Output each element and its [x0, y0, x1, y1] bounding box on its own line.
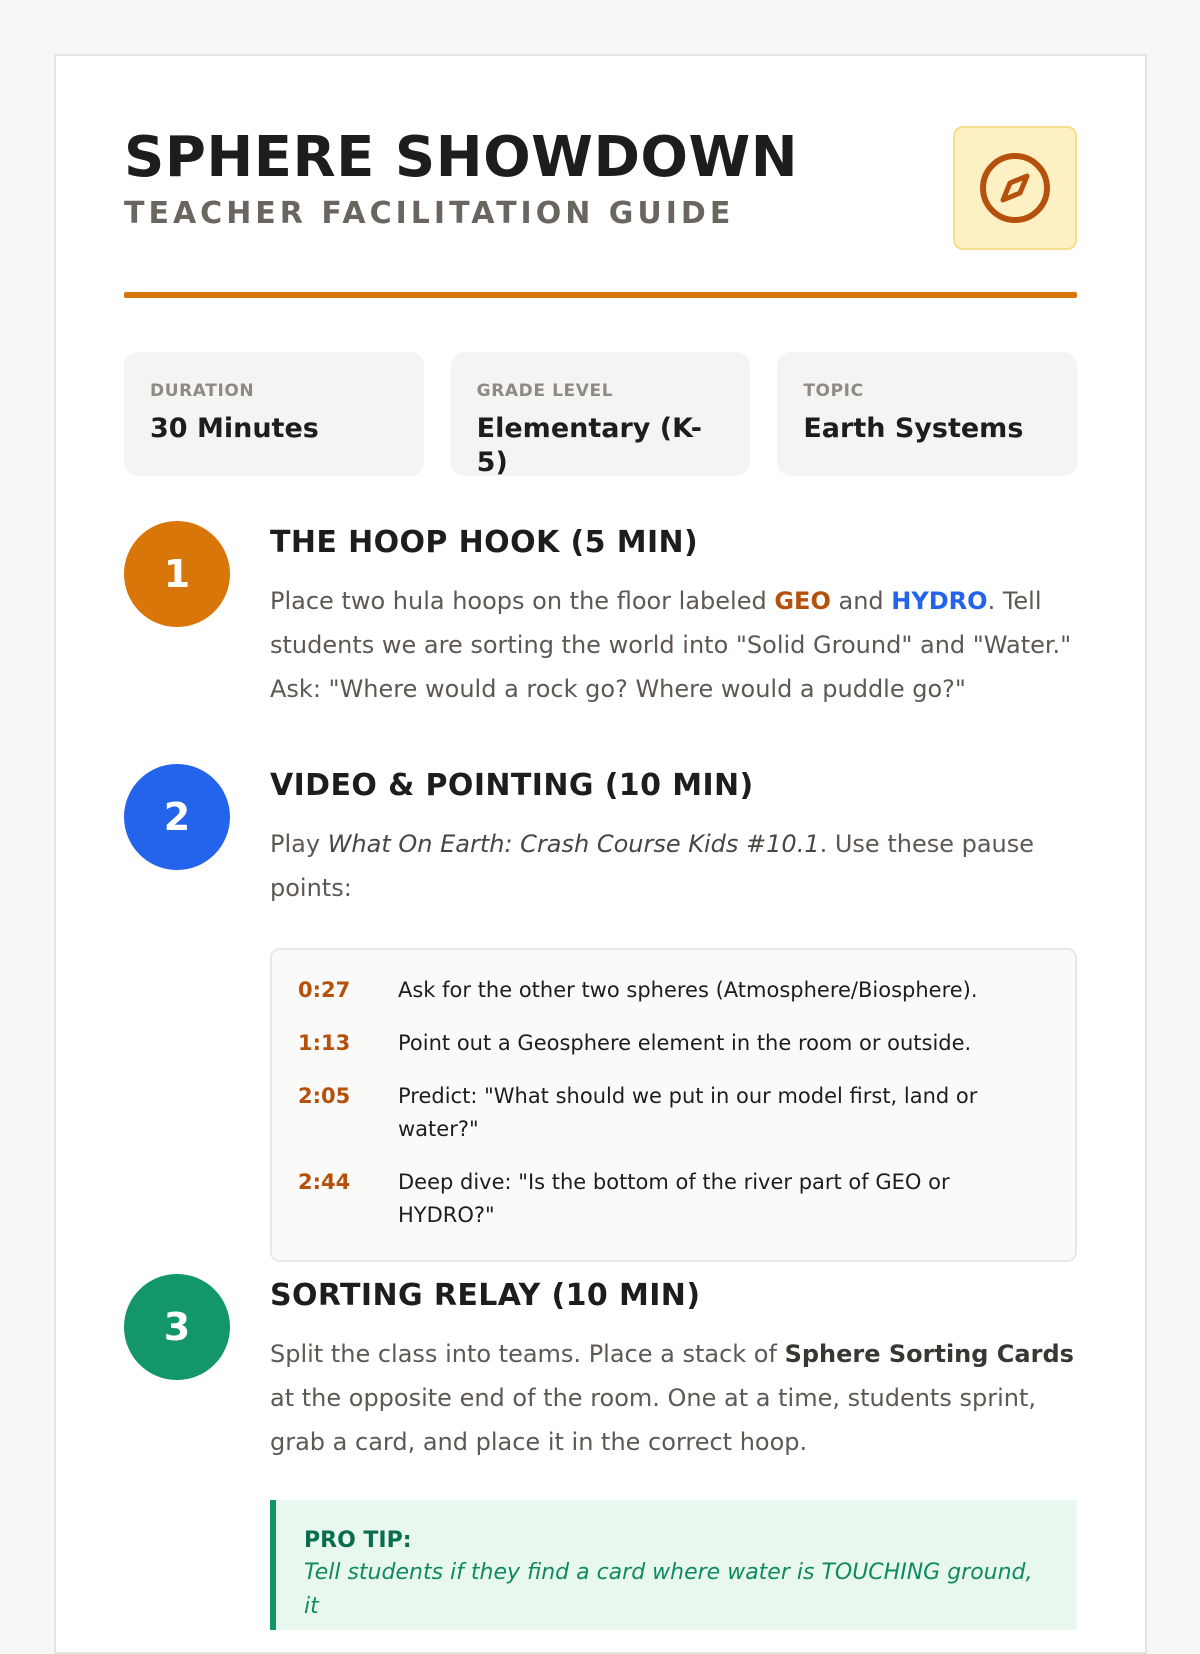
info-card-topic: [777, 352, 1077, 476]
text-segment: and: [830, 587, 892, 615]
card-label: GRADE LEVEL: [476, 381, 614, 401]
text-segment: . Tell students we are sorting the world into "Solid Ground" and "Water." Ask: "Where would a rock go? Where would a puddle go?": [270, 587, 1072, 703]
keyword-hydro: HYDRO: [891, 587, 988, 615]
step-text: [270, 1332, 1077, 1464]
compass-icon: [977, 150, 1053, 226]
pro-tip-callout: [270, 1500, 1077, 1630]
text-segment: Place two hula hoops on the floor labeled: [270, 587, 775, 615]
pause-point-row: [298, 1166, 1049, 1232]
card-value: 30 Minutes: [150, 413, 319, 444]
pause-text: Predict: "What should we put in our model first, land or water?": [398, 1084, 978, 1141]
step-title: SORTING RELAY (10 MIN): [270, 1278, 701, 1313]
pro-tip-text: Tell students if they find a card where water is TOUCHING ground, it: [304, 1560, 1033, 1619]
pause-point-row: [298, 1080, 1049, 1146]
guide-header: [124, 126, 1077, 251]
pause-time: 2:05: [298, 1084, 351, 1108]
pause-text: Point out a Geosphere element in the room or outside.: [398, 1031, 972, 1055]
card-label: TOPIC: [803, 381, 864, 401]
pause-time: 1:13: [298, 1031, 351, 1055]
sorting-cards-term: Sphere Sorting Cards: [784, 1340, 1074, 1368]
step-text: [270, 822, 1077, 910]
info-card-duration: [124, 352, 424, 476]
keyword-geo: GEO: [774, 587, 831, 615]
header-divider: [124, 292, 1077, 298]
compass-badge: [953, 126, 1077, 250]
page-title: SPHERE SHOWDOWN: [124, 125, 799, 190]
step-body: [270, 764, 1077, 1262]
step-text: [270, 579, 1077, 711]
page-subtitle: TEACHER FACILITATION GUIDE: [124, 196, 735, 231]
step-number-badge: 2: [124, 764, 230, 870]
step-body: [270, 521, 1077, 711]
step-number-badge: 3: [124, 1274, 230, 1380]
step-number-badge: 1: [124, 521, 230, 627]
guide-sheet: [54, 54, 1147, 1654]
pause-time: 0:27: [298, 978, 351, 1002]
pause-text: Deep dive: "Is the bottom of the river part of GEO or HYDRO?": [398, 1170, 950, 1227]
card-value: Earth Systems: [803, 413, 1024, 444]
pause-point-row: [298, 1027, 1049, 1060]
pause-points-box: [270, 948, 1077, 1262]
pause-time: 2:44: [298, 1170, 351, 1194]
card-label: DURATION: [150, 381, 255, 401]
pause-point-row: [298, 974, 1049, 1007]
step-body: [270, 1274, 1077, 1630]
text-segment: Split the class into teams. Place a stack of: [270, 1340, 785, 1368]
step-title: THE HOOP HOOK (5 MIN): [270, 525, 699, 560]
pause-text: Ask for the other two spheres (Atmosphere/Biosphere).: [398, 978, 978, 1002]
text-segment: Play: [270, 830, 328, 858]
step-title: VIDEO & POINTING (10 MIN): [270, 768, 754, 803]
card-value: Elementary (K-5): [476, 413, 702, 478]
info-cards: [124, 352, 1077, 476]
text-segment: . Use these pause points:: [270, 830, 1035, 902]
text-segment: at the opposite end of the room. One at a time, students sprint, grab a card, and place it in the correct hoop.: [270, 1384, 1036, 1456]
video-title: What On Earth: Crash Course Kids #10.1: [327, 830, 820, 858]
info-card-grade-level: [451, 352, 751, 476]
pro-tip-label: PRO TIP:: [304, 1528, 412, 1553]
